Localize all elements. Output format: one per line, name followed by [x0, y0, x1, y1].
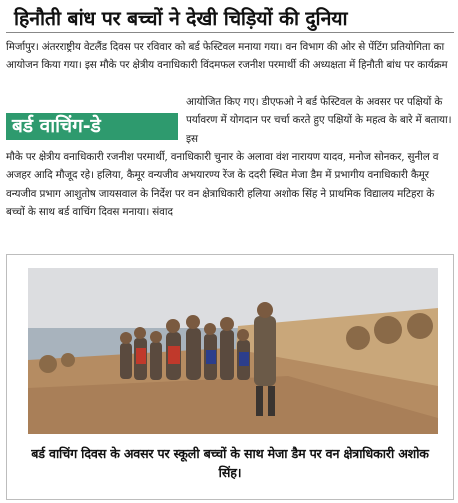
photo-scene	[28, 268, 438, 434]
article-headline: हिनौती बांध पर बच्चों ने देखी चिड़ियों की दुनिया	[14, 7, 348, 30]
article-photo	[28, 268, 438, 434]
article-side-paragraph: आयोजित किए गए। डीएफओ ने बर्ड फेस्टिवल के अवसर पर पक्षियों के पर्यावरण में योगदान पर चर्चा करते हुए पक्षियों के महत्व के बारे में बताया। इस	[186, 96, 452, 145]
article-body-paragraph: मौके पर क्षेत्रीय वनाधिकारी रजनीश परमार्थी, वनाधिकारी चुनार के अलावा वंश नारायण यादव, मनोज सोनकर, सुनील व अजहर आदि मौजूद रहे। हलिया, कैमूर वन्यजीव अभयारण्य रेंज के ददरी स्थित मेजा डैम में प्रभागीय वनाधिकारी कैमूर वन्यजीव प्रभाग आशुतोष जायसवाल के निर्देश पर वन क्षेत्राधिकारी हलिया अशोक सिंह ने प्राथमिक विद्यालय मटिहरा के बच्चों के साथ बर्ड वाचिंग दिवस मनाया। संवाद	[6, 151, 439, 218]
headline-divider	[6, 32, 454, 33]
photo-caption: बर्ड वाचिंग दिवस के अवसर पर स्कूली बच्चों के साथ मेजा डैम पर वन क्षेत्राधिकारी अशोक सिंह।	[31, 446, 429, 480]
subheading-banner: बर्ड वाचिंग-डे	[6, 113, 178, 140]
article-intro-paragraph: मिर्जापुर। अंतरराष्ट्रीय वेटलैंड दिवस पर रविवार को बर्ड फेस्टिवल मनाया गया। वन विभाग की ओर से पेंटिंग प्रतियोगिता का आयोजन किया गया। इस मौके पर क्षेत्रीय वनाधिकारी विंदमफल रजनीश परमार्थी की अध्यक्षता में हिनौती बांध पर कार्यक्रम	[6, 41, 448, 72]
